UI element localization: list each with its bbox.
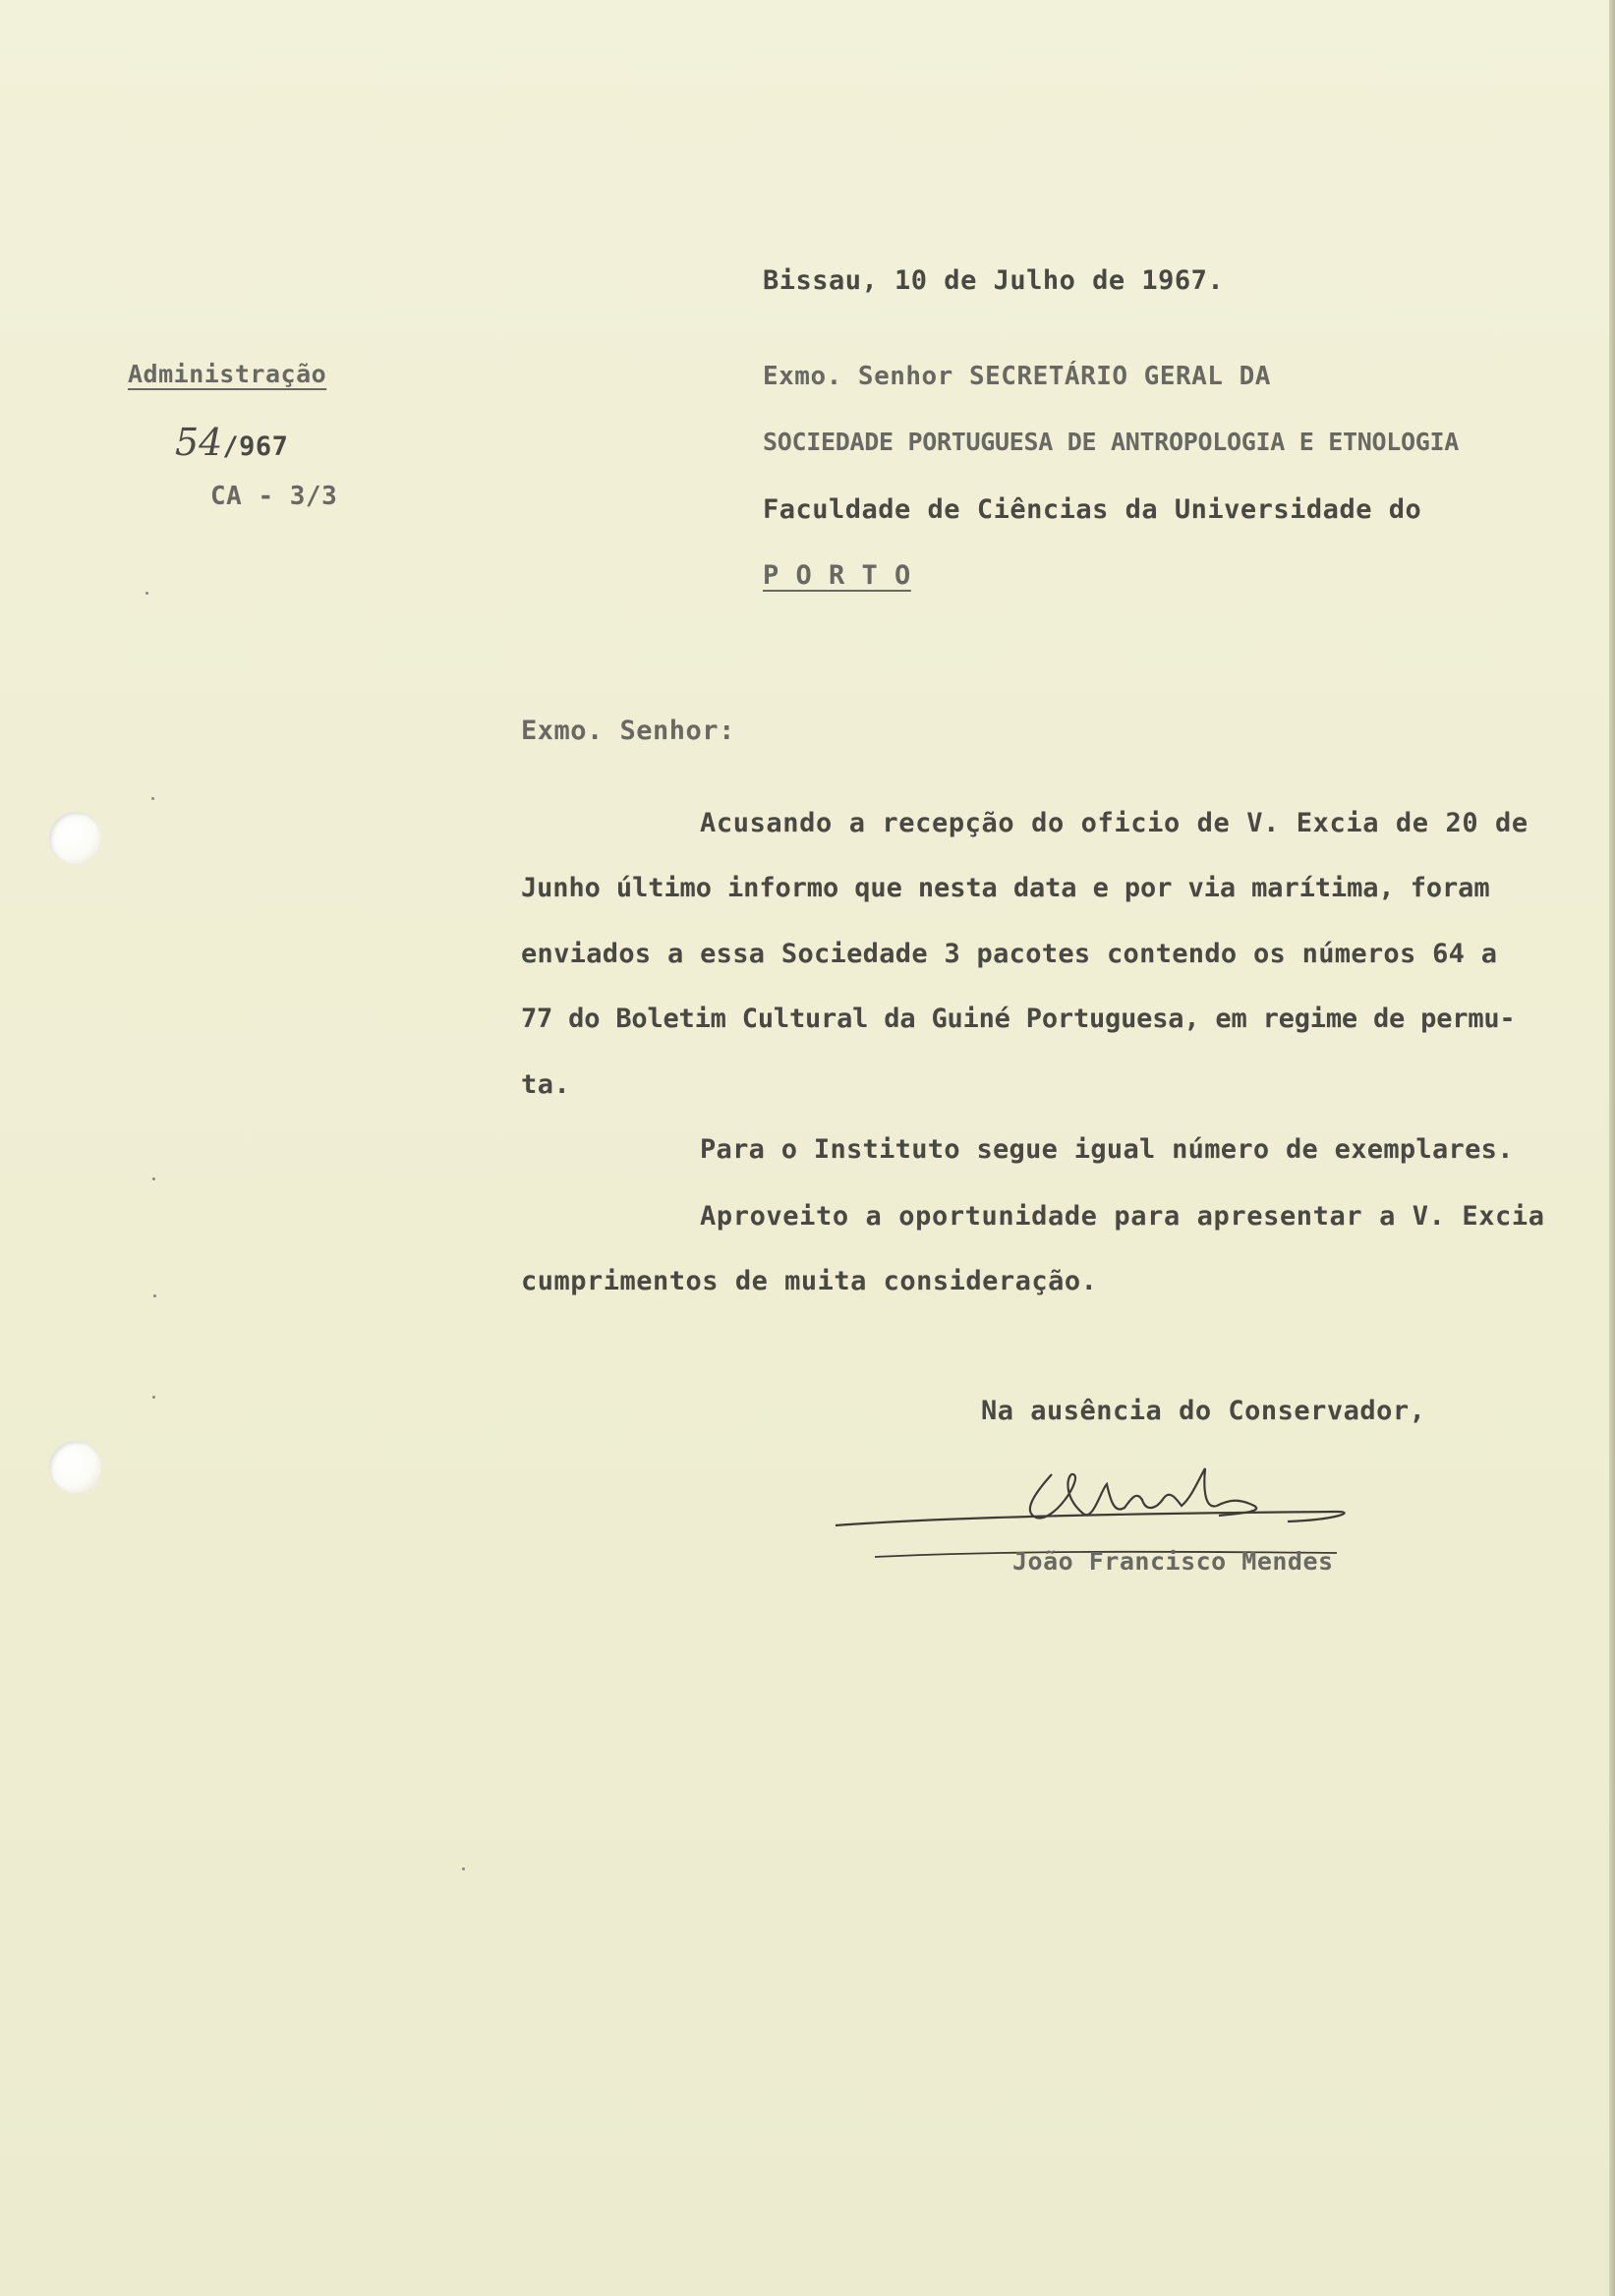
punch-hole-bottom	[49, 1441, 102, 1494]
place-date: Bissau, 10 de Julho de 1967.	[763, 265, 1225, 296]
handwritten-number: 54	[175, 421, 223, 464]
body-line: cumprimentos de muita consideração.	[521, 1266, 1098, 1296]
body-line: Junho último informo que nesta data e por via marítima, foram	[521, 873, 1490, 903]
reference-code: CA - 3/3	[210, 482, 338, 511]
reference-number	[175, 421, 288, 464]
addressee-line-2: SOCIEDADE PORTUGUESA DE ANTROPOLOGIA E ETNOLOGIA	[763, 428, 1460, 456]
closing-on-behalf: Na ausência do Conservador,	[981, 1396, 1426, 1426]
addressee-line-3: Faculdade de Ciências da Universidade do	[763, 494, 1422, 525]
body-line: Acusando a recepção do oficio de V. Excia de 20 de	[700, 808, 1528, 838]
paper-speck	[152, 1177, 155, 1180]
addressee-line-1: Exmo. Senhor SECRETÁRIO GERAL DA	[763, 362, 1271, 391]
punch-hole-top	[49, 812, 102, 865]
body-line: Para o Instituto segue igual número de exemplares.	[700, 1134, 1514, 1165]
body-line: Aproveito a oportunidade para apresentar a V. Excia	[700, 1201, 1545, 1232]
addressee-city: P O R T O	[763, 560, 911, 591]
body-line: 77 do Boletim Cultural da Guiné Portuguesa, em regime de permu-	[521, 1004, 1516, 1034]
paper-speck	[145, 592, 148, 595]
signatory-name: João Francisco Mendes	[1012, 1547, 1334, 1576]
body-line: ta.	[521, 1069, 571, 1100]
salutation: Exmo. Senhor:	[521, 716, 735, 746]
paper-edge	[1609, 0, 1615, 2296]
paper-speck	[151, 797, 154, 800]
paper-speck	[153, 1294, 156, 1297]
body-line: enviados a essa Sociedade 3 pacotes contendo os números 64 a	[521, 939, 1498, 969]
paper-speck	[462, 1867, 465, 1870]
department-label: Administração	[128, 360, 327, 388]
paper-speck	[152, 1396, 155, 1399]
typed-year: /967	[222, 431, 289, 462]
